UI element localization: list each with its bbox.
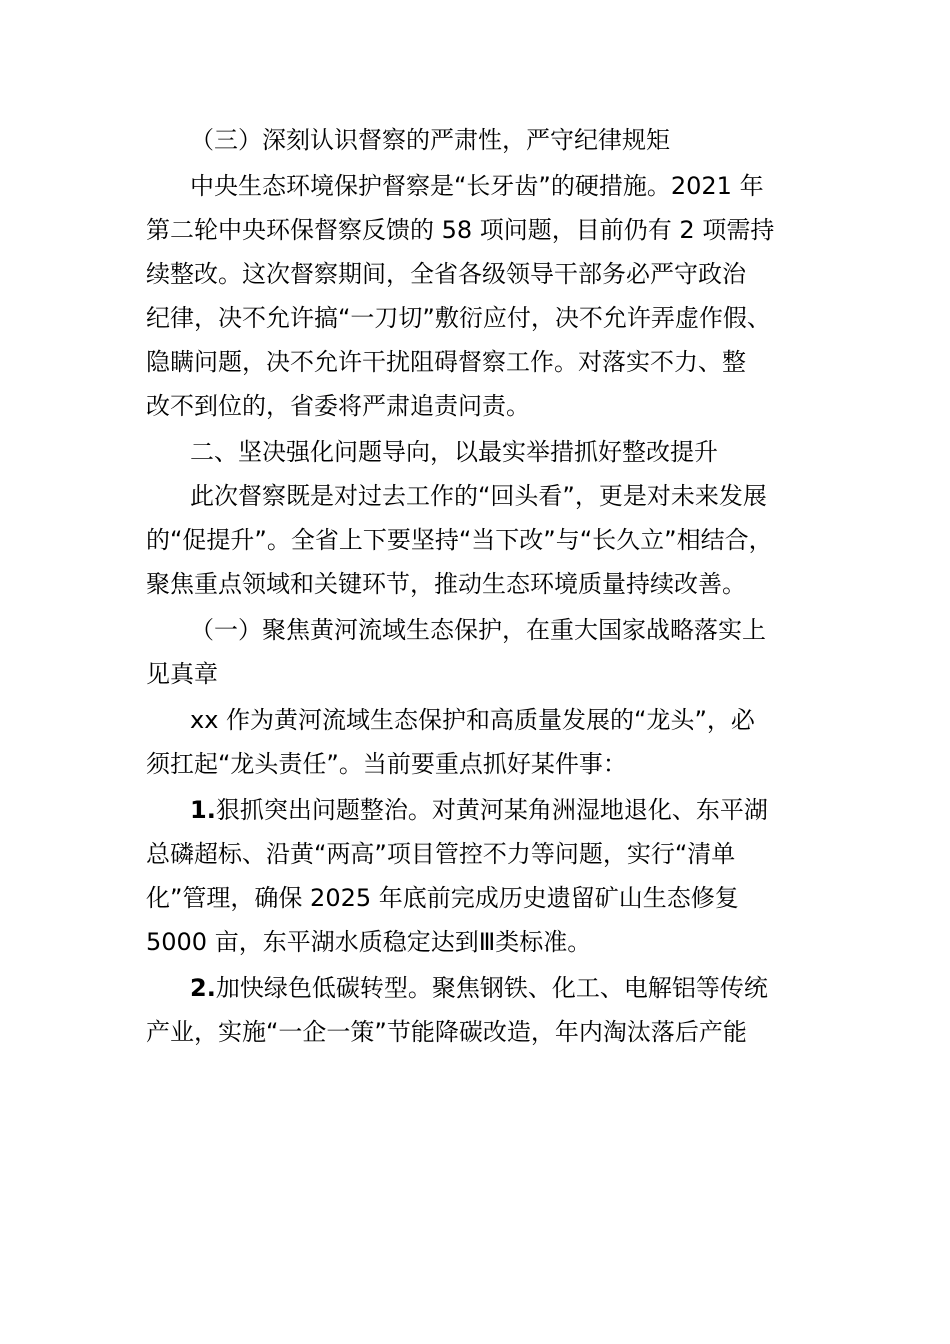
subsection-heading-1: （一）聚焦黄河流域生态保护，在重大国家战略落实上 (190, 616, 766, 644)
subsection-heading-1-cont: 见真章 (146, 660, 218, 688)
item-number: 1. (190, 796, 216, 824)
list-item-1 (190, 794, 768, 826)
paragraph-line: 中央生态环境保护督察是“长牙齿”的硬措施。2021 年 (190, 172, 764, 200)
list-item-text: 狠抓突出问题整治。对黄河某角洲湿地退化、东平湖 (215, 796, 768, 824)
paragraph-line: xx 作为黄河流域生态保护和高质量发展的“龙头”，必 (190, 706, 755, 734)
paragraph-line: 5000 亩，东平湖水质稳定达到Ⅲ类标准。 (146, 928, 592, 956)
paragraph-line: 产业，实施“一企一策”节能降碳改造，年内淘汰落后产能 (146, 1018, 747, 1046)
paragraph-line: 聚焦重点领域和关键环节，推动生态环境质量持续改善。 (146, 570, 746, 598)
paragraph-line: 纪律，决不允许搞“一刀切”敷衍应付，决不允许弄虚作假、 (146, 304, 771, 332)
paragraph-line: 隐瞒问题，决不允许干扰阻碍督察工作。对落实不力、整 (146, 348, 746, 376)
paragraph-line: 此次督察既是对过去工作的“回头看”，更是对未来发展 (190, 482, 767, 510)
item-number: 2. (190, 974, 216, 1002)
paragraph-line: 总磷超标、沿黄“两高”项目管控不力等问题，实行“清单 (146, 840, 736, 868)
list-item-2 (190, 972, 768, 1004)
paragraph-line: 续整改。这次督察期间，全省各级领导干部务必严守政治 (146, 260, 746, 288)
list-item-text: 加快绿色低碳转型。聚焦钢铁、化工、电解铝等传统 (215, 974, 768, 1002)
paragraph-line: 化”管理，确保 2025 年底前完成历史遗留矿山生态修复 (146, 884, 739, 912)
section-heading-2: 二、坚决强化问题导向，以最实举措抓好整改提升 (190, 438, 718, 466)
paragraph-line: 的“促提升”。全省上下要坚持“当下改”与“长久立”相结合， (146, 526, 773, 554)
paragraph-line: 须扛起“龙头责任”。当前要重点抓好某件事： (146, 750, 627, 778)
paragraph-line: 第二轮中央环保督察反馈的 58 项问题，目前仍有 2 项需持 (146, 216, 775, 244)
subsection-heading-3: （三）深刻认识督察的严肃性，严守纪律规矩 (190, 126, 670, 154)
paragraph-line: 改不到位的，省委将严肃追责问责。 (146, 392, 530, 420)
